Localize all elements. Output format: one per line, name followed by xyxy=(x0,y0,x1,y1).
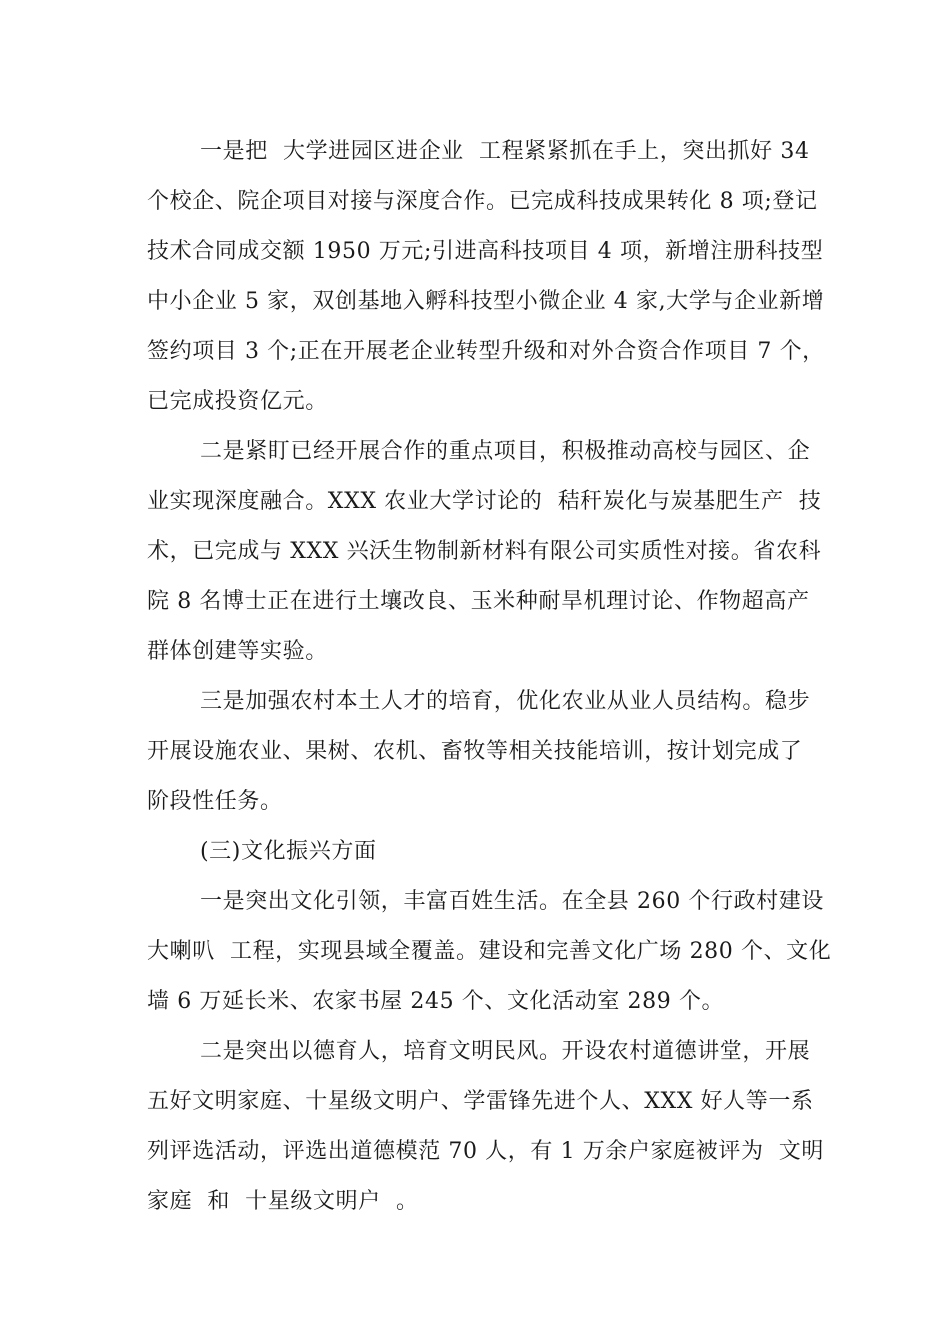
paragraph-1-line-3: 技术合同成交额 1950 万元;引进高科技项目 4 项，新增注册科技型 xyxy=(147,239,824,264)
paragraph-2-line-4: 院 8 名博士正在进行土壤改良、玉米种耐旱机理讨论、作物超高产 xyxy=(147,589,810,614)
paragraph-1-line-4: 中小企业 5 家，双创基地入孵科技型小微企业 4 家,大学与企业新增 xyxy=(147,289,825,314)
paragraph-1-line-6: 已完成投资亿元。 xyxy=(147,389,328,414)
section-heading: (三)文化振兴方面 xyxy=(200,839,377,864)
paragraph-3-line-3: 阶段性任务。 xyxy=(147,789,283,814)
paragraph-4-line-3: 墙 6 万延长米、农家书屋 245 个、文化活动室 289 个。 xyxy=(147,989,725,1014)
paragraph-3-line-2: 开展设施农业、果树、农机、畜牧等相关技能培训，按计划完成了 xyxy=(147,739,803,764)
paragraph-5-line-4: 家庭 和 十星级文明户 。 xyxy=(147,1189,419,1214)
paragraph-4-line-1: 一是突出文化引领，丰富百姓生活。在全县 260 个行政村建设 xyxy=(200,889,824,914)
paragraph-3-line-1: 三是加强农村本土人才的培育，优化农业从业人员结构。稳步 xyxy=(200,689,811,714)
paragraph-1-line-1: 一是把 大学进园区进企业 工程紧紧抓在手上，突出抓好 34 xyxy=(200,139,810,164)
paragraph-2-line-3: 术，已完成与 XXX 兴沃生物制新材料有限公司实质性对接。省农科 xyxy=(147,539,822,564)
paragraph-5-line-2: 五好文明家庭、十星级文明户、学雷锋先进个人、XXX 好人等一系 xyxy=(147,1089,814,1114)
paragraph-1-line-5: 签约项目 3 个;正在开展老企业转型升级和对外合资合作项目 7 个， xyxy=(147,339,825,364)
paragraph-5-line-3: 列评选活动，评选出道德模范 70 人，有 1 万余户家庭被评为 文明 xyxy=(147,1139,824,1164)
paragraph-1-line-2: 个校企、院企项目对接与深度合作。已完成科技成果转化 8 项;登记 xyxy=(147,189,818,214)
paragraph-2-line-2: 业实现深度融合。XXX 农业大学讨论的 秸秆炭化与炭基肥生产 技 xyxy=(147,489,822,514)
paragraph-4-line-2: 大喇叭 工程，实现县域全覆盖。建设和完善文化广场 280 个、文化 xyxy=(147,939,832,964)
paragraph-2-line-5: 群体创建等实验。 xyxy=(147,639,328,664)
paragraph-2-line-1: 二是紧盯已经开展合作的重点项目，积极推动高校与园区、企 xyxy=(200,439,811,464)
paragraph-5-line-1: 二是突出以德育人，培育文明民风。开设农村道德讲堂，开展 xyxy=(200,1039,811,1064)
